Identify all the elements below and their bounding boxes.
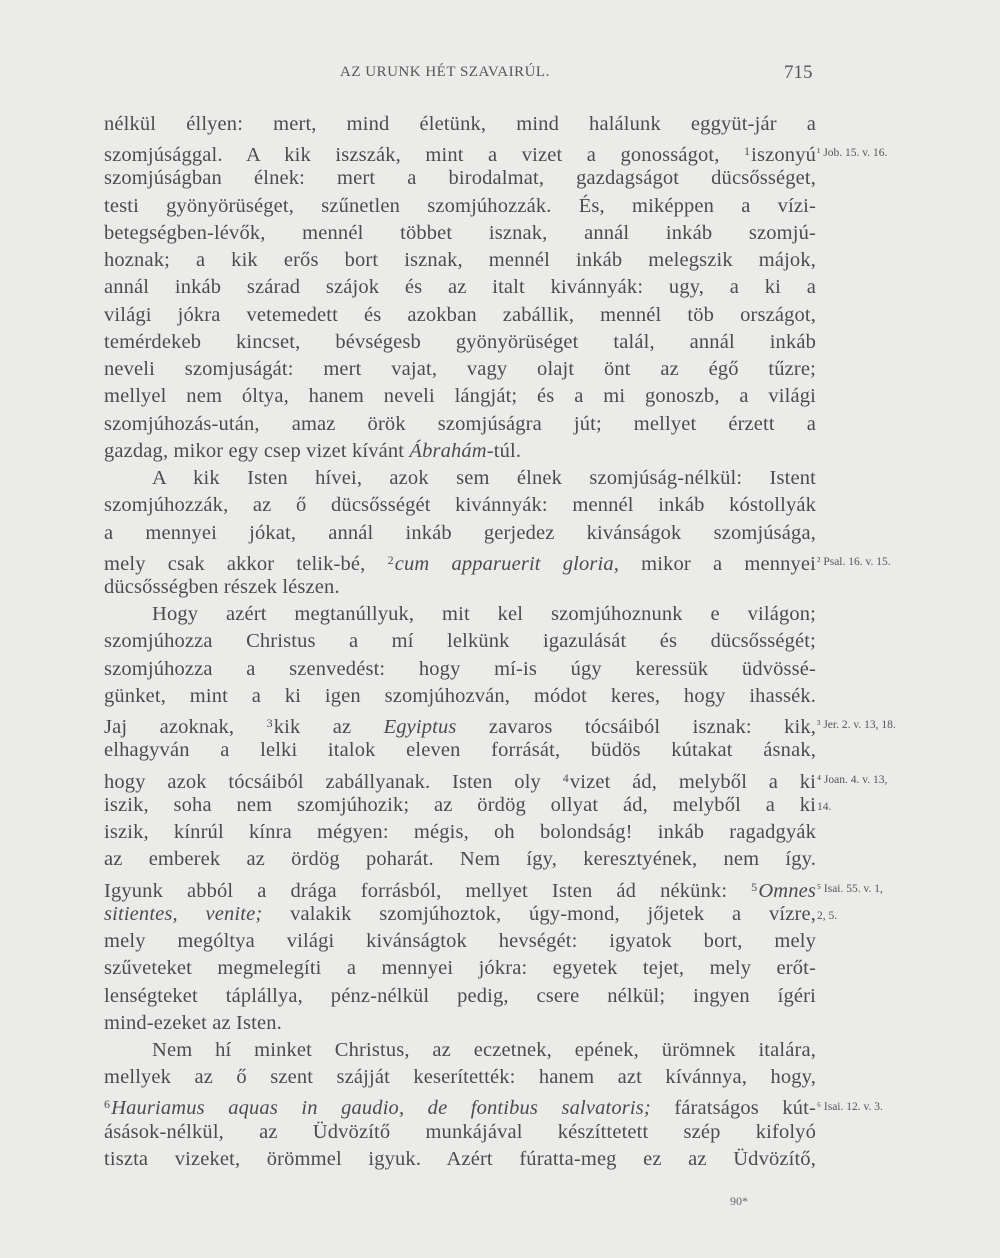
text-run: szomjúságban élnek: mert a birodalmat, gazdagságot dücsősséget, [104, 167, 816, 190]
text-run: mely csak akkor telik-bé, [104, 552, 388, 575]
text-run: mely mególtya világi kivánságtok hevségét: igyatok bort, mely [104, 930, 816, 953]
italic-text: Egyiptus [383, 716, 457, 739]
text-run: neveli szomjuságát: mert vajat, vagy olajt önt az égő tűzre; [104, 358, 816, 381]
text-line [104, 383, 816, 410]
text-line [104, 656, 816, 683]
text-line [104, 438, 816, 465]
text-line [104, 710, 816, 737]
italic-text: Ábrahám [409, 439, 487, 462]
margin-reference-note: 14. [817, 801, 832, 813]
margin-reference-note: ⁴ Joan. 4. v. 13, [817, 773, 888, 786]
text-line [104, 792, 816, 819]
text-line [104, 356, 816, 383]
text-run: günket, mint a ki igen szomjúhozván, módot keres, hogy ihassék. [104, 684, 816, 707]
text-run: A kik Isten hívei, azok sem élnek szomjúság-nélkül: Istent [152, 467, 816, 490]
text-line [104, 1064, 816, 1091]
text-line [104, 247, 816, 274]
margin-reference-note: ³ Jer. 2. v. 13, 18. [817, 719, 896, 732]
margin-reference-note: ² Psal. 16. v. 15. [817, 555, 891, 568]
footnote-marker: 5 [751, 879, 758, 894]
text-run: elhagyván a lelki italok eleven forrását, büdös kútakat ásnak, [104, 739, 816, 762]
text-line [104, 492, 816, 519]
text-run: valakik szomjúhoztok, úgy-mond, jőjetek a vízre, [262, 902, 817, 925]
margin-reference-note: ⁵ Isai. 55. v. 1, [817, 882, 883, 895]
text-run: testi gyönyörüséget, szűnetlen szomjúhozzák. És, miképpen a vízi- [104, 194, 816, 217]
text-line [104, 737, 816, 764]
text-run: temérdekeb kincset, bévségesb gyönyörüséget talál, annál inkáb [104, 330, 816, 353]
text-run: iszonyú [751, 144, 816, 167]
margin-reference-note: 2, 5. [817, 909, 838, 922]
text-run: a mennyei jókat, annál inkáb gerjedez kivánságok szomjúsága, [104, 521, 816, 544]
text-line [104, 193, 816, 220]
printer-signature-mark: 90* [730, 1194, 748, 1208]
text-line [104, 846, 816, 873]
text-line [104, 955, 816, 982]
text-run: iszik, soha nem szomjúhozik; az ördög ollyat ád, melyből a ki [104, 793, 816, 816]
text-line [104, 1119, 816, 1146]
text-line [104, 574, 816, 601]
text-run: nélkül éllyen: mert, mind életünk, mind halálunk eggyüt-jár a [104, 113, 816, 135]
text-line [104, 874, 816, 901]
text-line [104, 683, 816, 710]
text-run: szűveteket megmelegíti a mennyei jókra: egyetek tejet, mely erőt- [104, 957, 816, 980]
text-run: zavaros tócsáiból isznak: kik, [456, 716, 816, 739]
text-run: annál inkáb szárad szájok és az italt kivánnyák: ugy, a ki a [104, 276, 816, 299]
text-run: fáratságos kút- [650, 1097, 816, 1120]
text-run: szomjúhozza a szenvedést: hogy mí-is úgy keressük üdvössé- [104, 657, 816, 680]
text-run: szomjúhozzák, az ő dücsősségét kivánnyák: mennél inkáb kóstollyák [104, 494, 816, 517]
footnote-marker: 1 [744, 144, 751, 159]
text-line [104, 465, 816, 492]
text-run: tiszta vizeket, örömmel igyuk. Azért fúratta-meg ez az Üdvözítő, [104, 1147, 816, 1170]
text-line [104, 329, 816, 356]
text-line [104, 547, 816, 574]
margin-reference-note: ⁶ Isai. 12. v. 3. [817, 1100, 883, 1113]
text-run: mellyel nem óltya, hanem neveli lángját; és a mi gonoszb, a világi [104, 385, 816, 408]
italic-text: sitientes, venite; [104, 902, 263, 925]
text-run: szomjúhozás-után, amaz örök szomjúságra jút; mellyet érzett a [104, 412, 816, 435]
footnote-marker: 4 [562, 770, 569, 785]
text-run: Hogy azért megtanúllyuk, mit kel szomjúhoznunk e világon; [152, 603, 816, 626]
text-run: Jaj azoknak, [104, 716, 267, 739]
running-header-title: AZ URUNK HÉT SZAVAIRÚL. [340, 64, 550, 80]
text-line [104, 601, 816, 628]
text-line [104, 520, 816, 547]
text-run: mellyek az ő szent szájját keserítették: hanem azt kívánnya, hogy, [104, 1066, 816, 1089]
text-run: -túl. [486, 439, 522, 462]
page-number: 715 [784, 62, 813, 83]
text-line [104, 983, 816, 1010]
text-run: mikor a mennyei [619, 552, 816, 575]
text-run: Nem hí minket Christus, az eczetnek, epének, ürömnek italára, [152, 1038, 816, 1061]
text-line [104, 1010, 816, 1037]
text-run: kik az [273, 716, 384, 739]
text-line [104, 819, 816, 846]
text-run: lenségteket táplállya, pénz-nélkül pedig, csere nélkül; ingyen ígéri [104, 984, 816, 1007]
text-line [104, 111, 816, 138]
text-line [104, 1091, 816, 1118]
text-run: betegségben-lévők, mennél többet isznak, annál inkáb szomjú- [104, 221, 816, 244]
footnote-marker: 3 [266, 716, 273, 731]
italic-text: Omnes [758, 879, 816, 902]
text-run: szomjúsággal. A kik iszszák, mint a vizet a gonosságot, [104, 144, 745, 167]
text-run: ásások-nélkül, az Üdvözítő munkájával készíttetett szép kifolyó [104, 1120, 816, 1143]
italic-text: Hauriamus aquas in gaudio, de fontibus salvatoris; [111, 1097, 651, 1120]
text-line [104, 220, 816, 247]
text-line [104, 411, 816, 438]
text-line [104, 1037, 816, 1064]
footnote-marker: 2 [387, 552, 394, 567]
text-run: szomjúhozza Christus a mí lelkünk igazulását és dücsősségét; [104, 630, 816, 653]
text-run: iszik, kínrúl kínra mégyen: mégis, oh bolondság! inkáb ragadgyák [104, 821, 816, 844]
text-run: hogy azok tócsáiból zabállyanak. Isten oly [104, 770, 563, 793]
body-text [104, 111, 816, 1173]
text-line [104, 302, 816, 329]
text-run: Igyunk abból a drága forrásból, mellyet Isten ád nékünk: [104, 879, 752, 902]
text-run: vizet ád, melyből a ki [569, 770, 816, 793]
text-run: mind-ezeket az Isten. [104, 1011, 282, 1034]
text-line [104, 928, 816, 955]
text-run: dücsősségben részek lészen. [104, 575, 340, 598]
text-line [104, 765, 816, 792]
text-line [104, 274, 816, 301]
footnote-marker: 6 [104, 1097, 111, 1112]
text-line [104, 628, 816, 655]
text-line [104, 138, 816, 165]
margin-reference-note: ¹ Job. 15. v. 16. [817, 147, 888, 160]
italic-text: cum apparuerit gloria, [394, 552, 620, 575]
text-run: hoznak; a kik erős bort isznak, mennél inkáb melegszik májok, [104, 249, 816, 272]
text-line [104, 165, 816, 192]
text-run: az emberek az ördög poharát. Nem így, keresztyének, nem így. [104, 848, 816, 871]
text-line [104, 1146, 816, 1173]
text-line [104, 901, 816, 928]
text-run: világi jókra vetemedett és azokban zabállik, mennél töb országot, [104, 303, 816, 326]
text-run: gazdag, mikor egy csep vizet kívánt [104, 439, 410, 462]
